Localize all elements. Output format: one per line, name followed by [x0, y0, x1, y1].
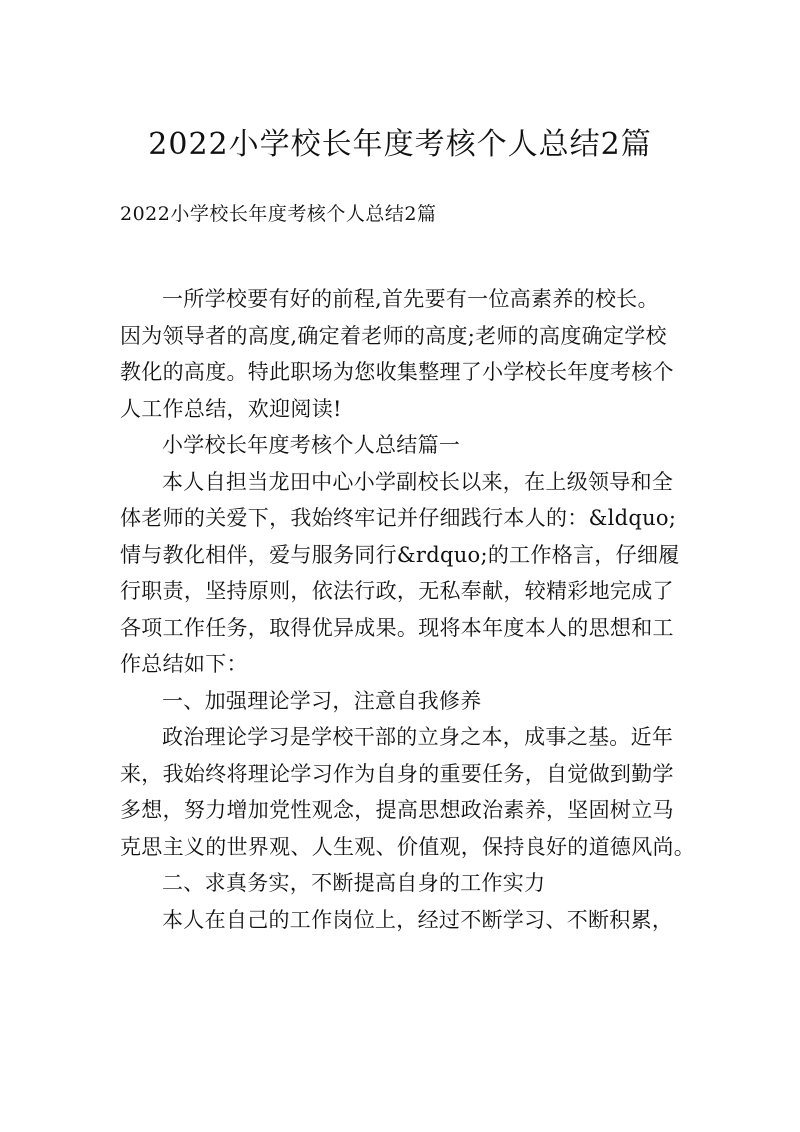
text-line: 多想，努力增加党性观念，提高思想政治素养，坚固树立马 [120, 798, 674, 822]
text-line: 体老师的关爱下，我始终牢记并仔细践行本人的：&ldquo; [120, 506, 677, 530]
text-line: 行职责，坚持原则，依法行政，无私奉献，较精彩地完成了 [120, 579, 674, 603]
text-line: 人工作总结，欢迎阅读! [120, 396, 342, 421]
section-heading-part-one [120, 427, 688, 464]
text-line: 作总结如下： [120, 652, 248, 676]
text-line: 本人自担当龙田中心小学副校长以来，在上级领导和全 [162, 469, 674, 494]
text-line: 克思主义的世界观、人生观、价值观，保持良好的道德风尚。 [120, 834, 696, 859]
paragraph-theory-study [120, 719, 696, 865]
paragraph-work-ability [120, 902, 688, 939]
text-line: 政治理论学习是学校干部的立身之本，成事之基。近年 [162, 725, 674, 749]
text-line: 因为领导者的高度,确定着老师的高度;老师的高度确定学校 [120, 323, 667, 348]
section-heading-work-ability [120, 865, 688, 902]
text-line: 二、求真务实，不断提高自身的工作实力 [162, 871, 546, 895]
text-line: 教化的高度。特此职场为您收集整理了小学校长年度考核个 [120, 360, 674, 384]
section-heading-theory-study [120, 683, 688, 720]
text-line: 各项工作任务，取得优异成果。现将本年度本人的思想和工 [120, 615, 674, 640]
paragraph-opening [120, 464, 688, 683]
text-line: 本人在自己的工作岗位上，经过不断学习、不断积累， [162, 907, 674, 932]
document-subtitle: 2022小学校长年度考核个人总结2篇 [120, 203, 437, 225]
text-line: 一所学校要有好的前程,首先要有一位高素养的校长。 [162, 287, 659, 311]
text-line: 来，我始终将理论学习作为自身的重要任务，自觉做到勤学 [120, 761, 674, 786]
paragraph-intro [120, 281, 688, 427]
text-line: 小学校长年度考核个人总结篇一 [162, 433, 461, 457]
text-line: 情与教化相伴，爱与服务同行&rdquo;的工作格言，仔细履 [120, 542, 680, 567]
document-title: 2022小学校长年度考核个人总结2篇 [148, 127, 652, 162]
document-body [120, 281, 696, 938]
text-line: 一、加强理论学习，注意自我修养 [162, 688, 482, 713]
